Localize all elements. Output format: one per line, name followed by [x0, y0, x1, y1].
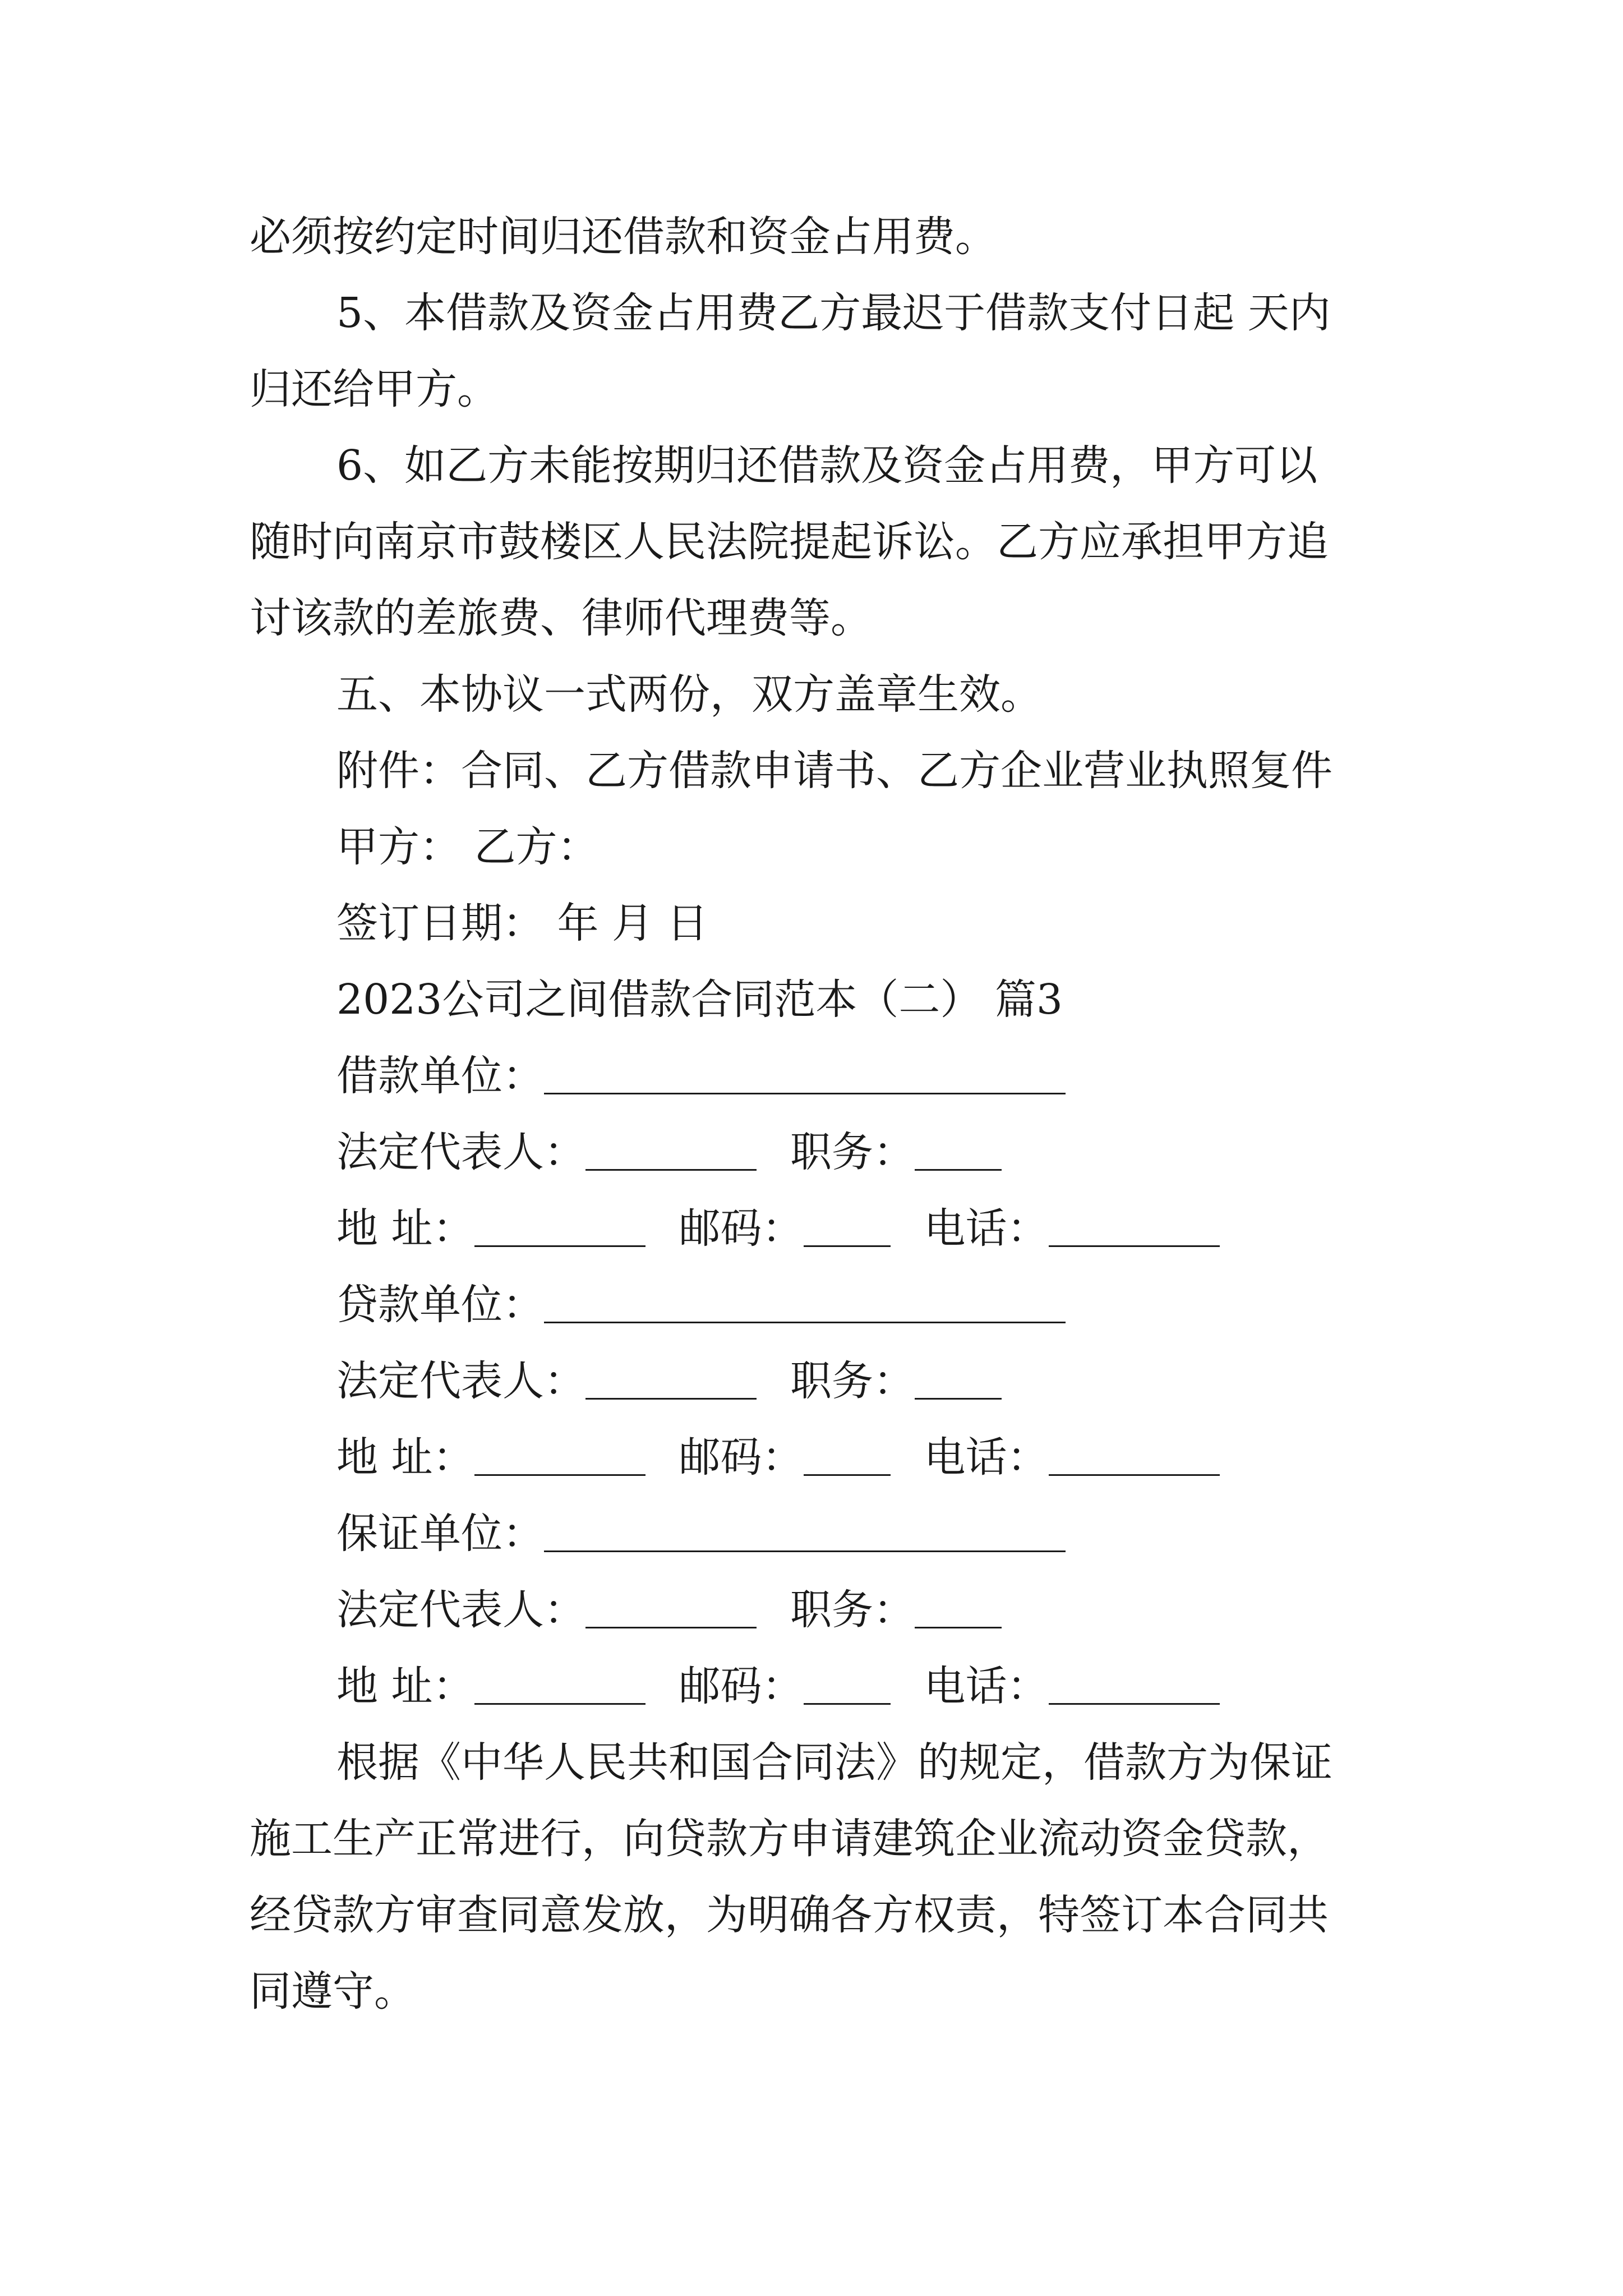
rep-blank: [585, 1359, 757, 1400]
rep-blank: [585, 1588, 757, 1628]
paragraph-line: 随时向南京市鼓楼区人民法院提起诉讼。乙方应承担甲方追: [250, 518, 1329, 566]
phone-blank: [1049, 1206, 1220, 1247]
postcode-label: 邮码：: [679, 1433, 804, 1481]
party-unit-row: [336, 1506, 1066, 1562]
phone-label: 电话：: [924, 1204, 1049, 1253]
paragraph-line: 经贷款方审查同意发放，为明确各方权责，特签订本合同共: [250, 1891, 1329, 1939]
party-address-row: [336, 1658, 1220, 1714]
paragraph-line: 施工生产正常进行，向贷款方申请建筑企业流动资金贷款，: [250, 1815, 1329, 1863]
address-blank: [474, 1664, 645, 1705]
unit-label: 贷款单位：: [336, 1281, 544, 1329]
title-blank: [915, 1359, 1002, 1400]
paragraph-line: 同遵守。: [250, 1967, 416, 2016]
address-label: 地 址：: [336, 1433, 474, 1481]
postcode-blank: [804, 1664, 891, 1705]
postcode-label: 邮码：: [679, 1662, 804, 1710]
paragraph-line: 附件：合同、乙方借款申请书、乙方企业营业执照复件: [336, 747, 1332, 795]
address-blank: [474, 1435, 645, 1476]
phone-blank: [1049, 1435, 1220, 1476]
rep-label: 法定代表人：: [336, 1357, 585, 1405]
party-address-row: [336, 1200, 1220, 1257]
party-rep-row: [336, 1353, 1002, 1409]
title-blank: [915, 1130, 1002, 1171]
party-rep-row: [336, 1582, 1002, 1638]
address-blank: [474, 1206, 645, 1247]
party-unit-row: [336, 1277, 1066, 1333]
postcode-blank: [804, 1206, 891, 1247]
phone-blank: [1049, 1664, 1220, 1705]
unit-label: 保证单位：: [336, 1510, 544, 1558]
postcode-label: 邮码：: [679, 1204, 804, 1253]
rep-blank: [585, 1130, 757, 1171]
address-label: 地 址：: [336, 1204, 474, 1253]
section-title: 2023公司之间借款合同范本（二） 篇3: [336, 976, 1063, 1024]
title-label: 职务：: [790, 1357, 915, 1405]
paragraph-line: 讨该款的差旅费、律师代理费等。: [250, 594, 872, 642]
paragraph-line: 归还给甲方。: [250, 365, 499, 413]
phone-label: 电话：: [924, 1433, 1049, 1481]
paragraph-line: 五、本协议一式两份，双方盖章生效。: [336, 670, 1042, 719]
rep-label: 法定代表人：: [336, 1586, 585, 1634]
paragraph-line: 6、如乙方未能按期归还借款及资金占用费，甲方可以: [336, 441, 1318, 490]
title-blank: [915, 1588, 1002, 1628]
party-unit-row: [336, 1048, 1066, 1104]
title-label: 职务：: [790, 1586, 915, 1634]
phone-label: 电话：: [924, 1662, 1049, 1710]
date-line: 签订日期： 年 月 日: [336, 899, 708, 947]
rep-label: 法定代表人：: [336, 1128, 585, 1176]
paragraph-line: 必须按约定时间归还借款和资金占用费。: [250, 213, 997, 261]
paragraph-line: 根据《中华人民共和国合同法》的规定，借款方为保证: [336, 1738, 1332, 1787]
unit-blank: [544, 1053, 1066, 1094]
address-label: 地 址：: [336, 1662, 474, 1710]
unit-blank: [544, 1511, 1066, 1552]
unit-label: 借款单位：: [336, 1052, 544, 1100]
postcode-blank: [804, 1435, 891, 1476]
party-address-row: [336, 1429, 1220, 1485]
signature-line: 甲方： 乙方：: [336, 823, 599, 871]
party-rep-row: [336, 1124, 1002, 1180]
paragraph-line: 5、本借款及资金占用费乙方最迟于借款支付日起 天内: [336, 289, 1331, 337]
unit-blank: [544, 1282, 1066, 1323]
title-label: 职务：: [790, 1128, 915, 1176]
